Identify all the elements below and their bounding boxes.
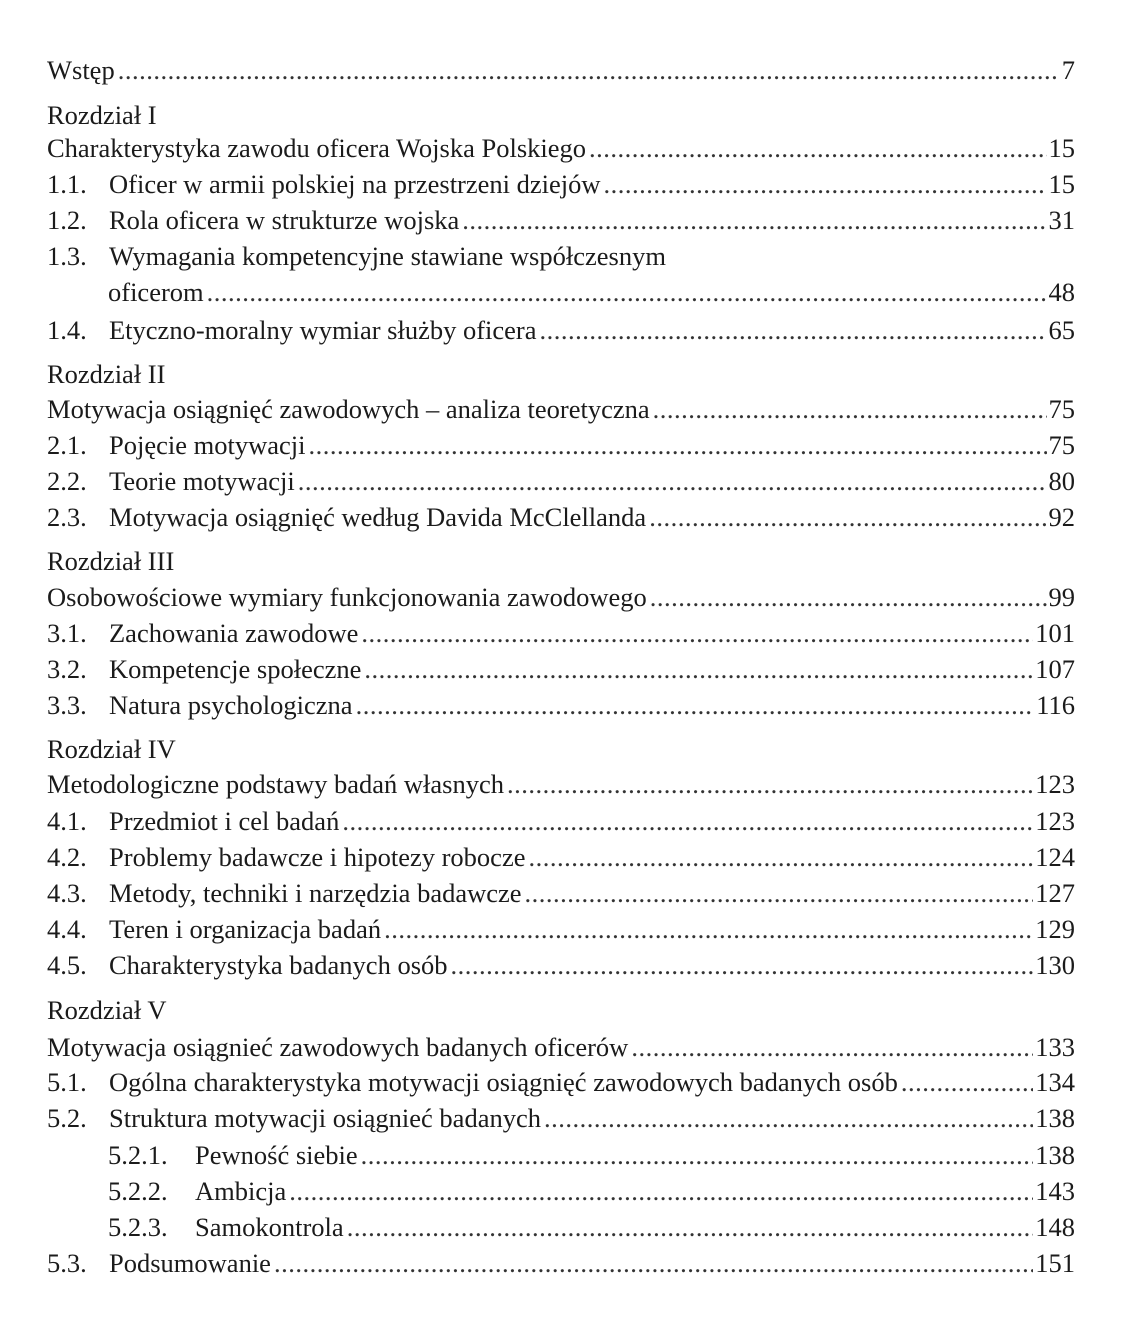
- page-number: 123: [1035, 769, 1075, 799]
- page-number: 80: [1048, 466, 1075, 496]
- page-number: 134: [1035, 1067, 1075, 1097]
- dot-leader: [525, 875, 1034, 911]
- entry-title: Zachowania zawodowe: [109, 618, 359, 648]
- entry-title: Ambicja: [195, 1176, 287, 1206]
- chapter-label: Rozdział IV: [47, 734, 176, 764]
- section-number: 5.1.: [47, 1067, 87, 1097]
- page-number: 65: [1048, 315, 1075, 345]
- entry-title: Motywacja osiągnieć zawodowych badanych oficerów: [47, 1032, 629, 1062]
- page-number: 138: [1035, 1103, 1075, 1133]
- section-number: 4.4.: [47, 914, 87, 944]
- toc-entry: [47, 615, 1075, 651]
- section-number: 4.1.: [47, 806, 87, 836]
- page-number: 15: [1048, 169, 1075, 199]
- entry-title: Przedmiot i cel badań: [109, 806, 340, 836]
- page-number: 133: [1035, 1032, 1075, 1062]
- section-number: 2.2.: [47, 466, 87, 496]
- page-number: 127: [1035, 878, 1075, 908]
- dot-leader: [653, 391, 1047, 427]
- page-number: 75: [1048, 430, 1075, 460]
- toc-entry: [47, 166, 1075, 202]
- entry-title: Teorie motywacji: [109, 466, 295, 496]
- dot-leader: [361, 1137, 1034, 1173]
- page-number: 15: [1048, 133, 1075, 163]
- section-number: 4.2.: [47, 842, 87, 872]
- page-number: 92: [1048, 502, 1075, 532]
- dot-leader: [342, 803, 1033, 839]
- section-number: 4.3.: [47, 878, 87, 908]
- chapter-title-entry: [47, 579, 1075, 615]
- toc-entry: [47, 875, 1075, 911]
- toc-entry: [47, 947, 1075, 983]
- section-number: 3.1.: [47, 618, 87, 648]
- chapter-title-entry: [47, 766, 1075, 802]
- entry-title: Ogólna charakterystyka motywacji osiągnięć zawodowych badanych osób: [109, 1067, 898, 1097]
- entry-title: Wstęp: [47, 55, 115, 85]
- toc-subentry: [108, 1137, 1075, 1173]
- section-number: 5.3.: [47, 1248, 87, 1278]
- section-number: 1.3.: [47, 241, 87, 271]
- section-number: 1.4.: [47, 315, 87, 345]
- toc-entry: [47, 839, 1075, 875]
- dot-leader: [347, 1209, 1034, 1245]
- dot-leader: [274, 1245, 1033, 1281]
- page-number: 31: [1048, 205, 1075, 235]
- toc-entry: [47, 651, 1075, 687]
- page-number: 75: [1048, 394, 1075, 424]
- section-number: 1.1.: [47, 169, 87, 199]
- dot-leader: [901, 1064, 1033, 1100]
- entry-title: Oficer w armii polskiej na przestrzeni dziejów: [109, 169, 601, 199]
- page-number: 143: [1035, 1176, 1075, 1206]
- dot-leader: [528, 839, 1033, 875]
- entry-title-continuation: oficerom: [108, 277, 204, 307]
- dot-leader: [451, 947, 1034, 983]
- entry-title: Teren i organizacja badań: [109, 914, 382, 944]
- section-number: 3.3.: [47, 690, 87, 720]
- page-number: 107: [1035, 654, 1075, 684]
- chapter-title-entry: [47, 391, 1075, 427]
- entry-title: Motywacja osiągnięć według Davida McClellanda: [109, 502, 647, 532]
- toc-entry: [47, 1064, 1075, 1100]
- dot-leader: [207, 274, 1047, 310]
- entry-title: Charakterystyka zawodu oficera Wojska Polskiego: [47, 133, 587, 163]
- dot-leader: [462, 202, 1046, 238]
- page-number: 151: [1035, 1248, 1075, 1278]
- entry-title: Pojęcie motywacji: [109, 430, 306, 460]
- toc-entry-intro: [47, 52, 1075, 88]
- subsection-number: 5.2.3.: [108, 1212, 168, 1242]
- entry-title: Rola oficera w strukturze wojska: [109, 205, 460, 235]
- toc-entry: [47, 238, 1075, 274]
- dot-leader: [540, 312, 1047, 348]
- entry-title: Struktura motywacji osiągnieć badanych: [109, 1103, 541, 1133]
- entry-title: Metody, techniki i narzędzia badawcze: [109, 878, 522, 908]
- entry-title: Osobowościowe wymiary funkcjonowania zawodowego: [47, 582, 647, 612]
- entry-title: Pewność siebie: [195, 1140, 358, 1170]
- chapter-label: Rozdział V: [47, 995, 167, 1025]
- toc-entry: [47, 687, 1075, 723]
- dot-leader: [364, 651, 1033, 687]
- toc-entry: [47, 312, 1075, 348]
- page-number: 129: [1035, 914, 1075, 944]
- dot-leader: [384, 911, 1033, 947]
- toc-subentry: [108, 1209, 1075, 1245]
- dot-leader: [631, 1029, 1033, 1065]
- dot-leader: [589, 130, 1046, 166]
- page-number: 138: [1035, 1140, 1075, 1170]
- entry-title: Problemy badawcze i hipotezy robocze: [109, 842, 526, 872]
- toc-subentry: [108, 1173, 1075, 1209]
- dot-leader: [309, 427, 1047, 463]
- page-number: 101: [1035, 618, 1075, 648]
- page-number: 99: [1048, 582, 1075, 612]
- dot-leader: [604, 166, 1047, 202]
- entry-title: Metodologiczne podstawy badań własnych: [47, 769, 505, 799]
- dot-leader: [361, 615, 1033, 651]
- subsection-number: 5.2.2.: [108, 1176, 168, 1206]
- toc-entry: [47, 803, 1075, 839]
- entry-title: Kompetencje społeczne: [109, 654, 362, 684]
- section-number: 5.2.: [47, 1103, 87, 1133]
- toc-entry: [47, 1100, 1075, 1136]
- entry-title: Motywacja osiągnięć zawodowych – analiza teoretyczna: [47, 394, 650, 424]
- entry-title: Samokontrola: [195, 1212, 344, 1242]
- toc-entry-continuation: [108, 274, 1075, 310]
- dot-leader: [649, 499, 1046, 535]
- subsection-number: 5.2.1.: [108, 1140, 168, 1170]
- chapter-title-entry: [47, 1029, 1075, 1065]
- toc-entry: [47, 499, 1075, 535]
- entry-title: Wymagania kompetencyjne stawiane współczesnym: [109, 241, 666, 271]
- page-number: 116: [1036, 690, 1075, 720]
- section-number: 2.3.: [47, 502, 87, 532]
- chapter-label: Rozdział III: [47, 546, 175, 576]
- section-number: 3.2.: [47, 654, 87, 684]
- dot-leader: [298, 463, 1047, 499]
- dot-leader: [507, 766, 1033, 802]
- dot-leader: [356, 687, 1035, 723]
- section-number: 2.1.: [47, 430, 87, 460]
- toc-entry: [47, 911, 1075, 947]
- page-number: 123: [1035, 806, 1075, 836]
- toc-entry: [47, 427, 1075, 463]
- toc-entry: [47, 463, 1075, 499]
- chapter-label: Rozdział I: [47, 100, 157, 130]
- entry-title: Natura psychologiczna: [109, 690, 353, 720]
- page-number: 148: [1035, 1212, 1075, 1242]
- section-number: 1.2.: [47, 205, 87, 235]
- entry-title: Podsumowanie: [109, 1248, 271, 1278]
- toc-entry: [47, 202, 1075, 238]
- section-number: 4.5.: [47, 950, 87, 980]
- dot-leader: [650, 579, 1047, 615]
- dot-leader: [289, 1173, 1033, 1209]
- toc-entry: [47, 1245, 1075, 1281]
- dot-leader: [544, 1100, 1033, 1136]
- dot-leader: [118, 52, 1060, 88]
- page-number: 7: [1061, 55, 1075, 85]
- entry-title: Charakterystyka badanych osób: [109, 950, 448, 980]
- entry-title: Etyczno-moralny wymiar służby oficera: [109, 315, 537, 345]
- page-number: 124: [1035, 842, 1075, 872]
- chapter-title-entry: [47, 130, 1075, 166]
- chapter-label: Rozdział II: [47, 359, 166, 389]
- page-number: 130: [1035, 950, 1075, 980]
- page-number: 48: [1048, 277, 1075, 307]
